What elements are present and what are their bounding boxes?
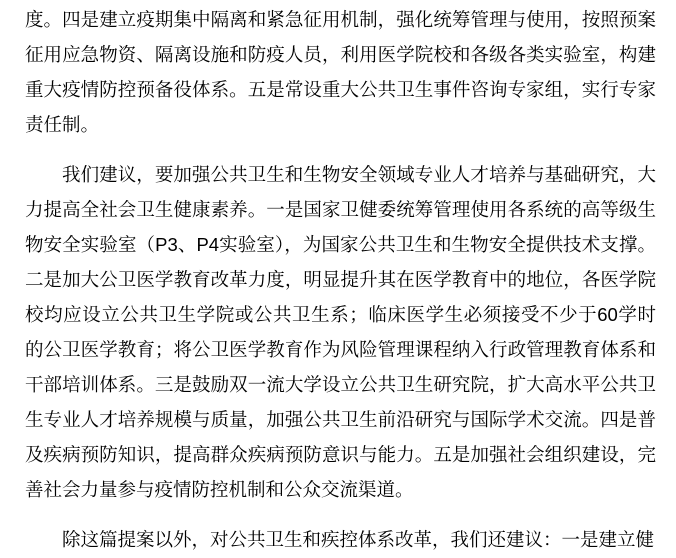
paragraph: 我们建议，要加强公共卫生和生物安全领域专业人才培养与基础研究，大力提高全社会卫生健康素养。一是国家卫健委统筹管理使用各系统的高等级生物安全实验室（P3、P4实验室），为国家公共卫生和生物安全提供技术支撑。二是加大公卫医学教育改革力度，明显提升其在医学教育中的地位，各医学院校均应设立公共卫生学院或公共卫生系；临床医学生必须接受不少于60学时的公卫医学教育；将公卫医学教育作为风险管理课程纳入行政管理教育体系和干部培训体系。三是鼓励双一流大学设立公共卫生研究院，扩大高水平公共卫生专业人才培养规模与质量，加强公共卫生前沿研究与国际学术交流。四是普及疾病预防知识，提高群众疾病预防意识与能力。五是加强社会组织建设，完善社会力量参与疫情防控机制和公众交流渠道。: [25, 164, 656, 500]
document-text-block: [25, 2, 656, 558]
paragraph: 除这篇提案以外，对公共卫生和疾控体系改革，我们还建议：一是建立健: [62, 529, 655, 550]
paragraph: 度。四是建立疫期集中隔离和紧急征用机制，强化统筹管理与使用，按照预案征用应急物资、隔离设施和防疫人员，利用医学院校和各级各类实验室，构建重大疫情防控预备役体系。五是常设重大公共卫生事件咨询专家组，实行专家责任制。: [25, 9, 656, 135]
